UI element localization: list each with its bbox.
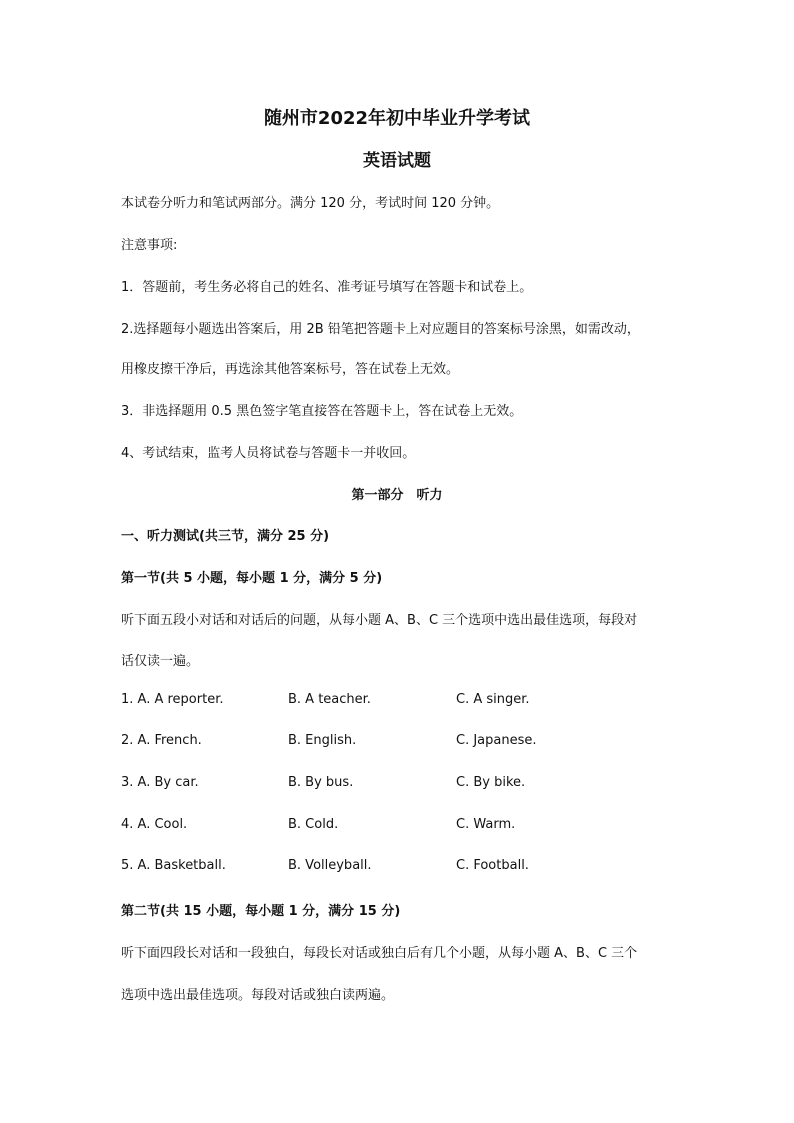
part-heading: 第一部分 听力	[351, 488, 443, 503]
option-a: 4. A. Cool.	[121, 817, 188, 832]
section-heading: 一、听力测试(共三节，满分 25 分)	[121, 529, 330, 544]
notice-3: 3．非选择题用 0.5 黑色签字笔直接答在答题卡上，答在试卷上无效。	[121, 404, 523, 419]
section2-heading: 第二节(共 15 小题，每小题 1 分，满分 15 分)	[121, 904, 401, 919]
notice-1: 1．答题前，考生务必将自己的姓名、准考证号填写在答题卡和试卷上。	[121, 280, 533, 295]
section1-heading: 第一节(共 5 小题，每小题 1 分，满分 5 分)	[121, 571, 383, 586]
option-a: 3. A. By car.	[121, 775, 199, 790]
option-a: 2. A. French.	[121, 733, 202, 748]
option-b: B. Volleyball.	[288, 858, 372, 873]
section1-instruction-cont: 话仅读一遍。	[121, 654, 200, 669]
intro-text: 本试卷分听力和笔试两部分。满分 120 分，考试时间 120 分钟。	[121, 196, 500, 211]
option-c: C. Warm.	[456, 817, 516, 832]
notice-heading: 注意事项:	[121, 238, 178, 253]
option-b: B. A teacher.	[288, 692, 371, 707]
notice-2-cont: 用橡皮擦干净后，再选涂其他答案标号，答在试卷上无效。	[121, 362, 460, 377]
option-c: C. Japanese.	[456, 733, 537, 748]
option-a: 5. A. Basketball.	[121, 858, 226, 873]
section2-instruction-cont: 选项中选出最佳选项。每段对话或独白读两遍。	[121, 988, 395, 1003]
option-c: C. Football.	[456, 858, 529, 873]
notice-2: 2.选择题每小题选出答案后，用 2B 铅笔把答题卡上对应题目的答案标号涂黑，如需改动，	[121, 322, 640, 337]
exam-title: 随州市2022年初中毕业升学考试	[263, 108, 531, 129]
option-b: B. English.	[288, 733, 357, 748]
option-c: C. A singer.	[456, 692, 530, 707]
section2-instruction: 听下面四段长对话和一段独白，每段长对话或独白后有几个小题，从每小题 A、B、C 三个	[121, 946, 638, 961]
option-b: B. By bus.	[288, 775, 354, 790]
notice-4: 4、考试结束，监考人员将试卷与答题卡一并收回。	[121, 446, 416, 461]
option-b: B. Cold.	[288, 817, 339, 832]
option-a: 1. A. A reporter.	[121, 692, 224, 707]
option-c: C. By bike.	[456, 775, 526, 790]
section1-instruction: 听下面五段小对话和对话后的问题，从每小题 A、B、C 三个选项中选出最佳选项，每段对	[121, 613, 638, 628]
exam-subtitle: 英语试题	[363, 151, 431, 171]
